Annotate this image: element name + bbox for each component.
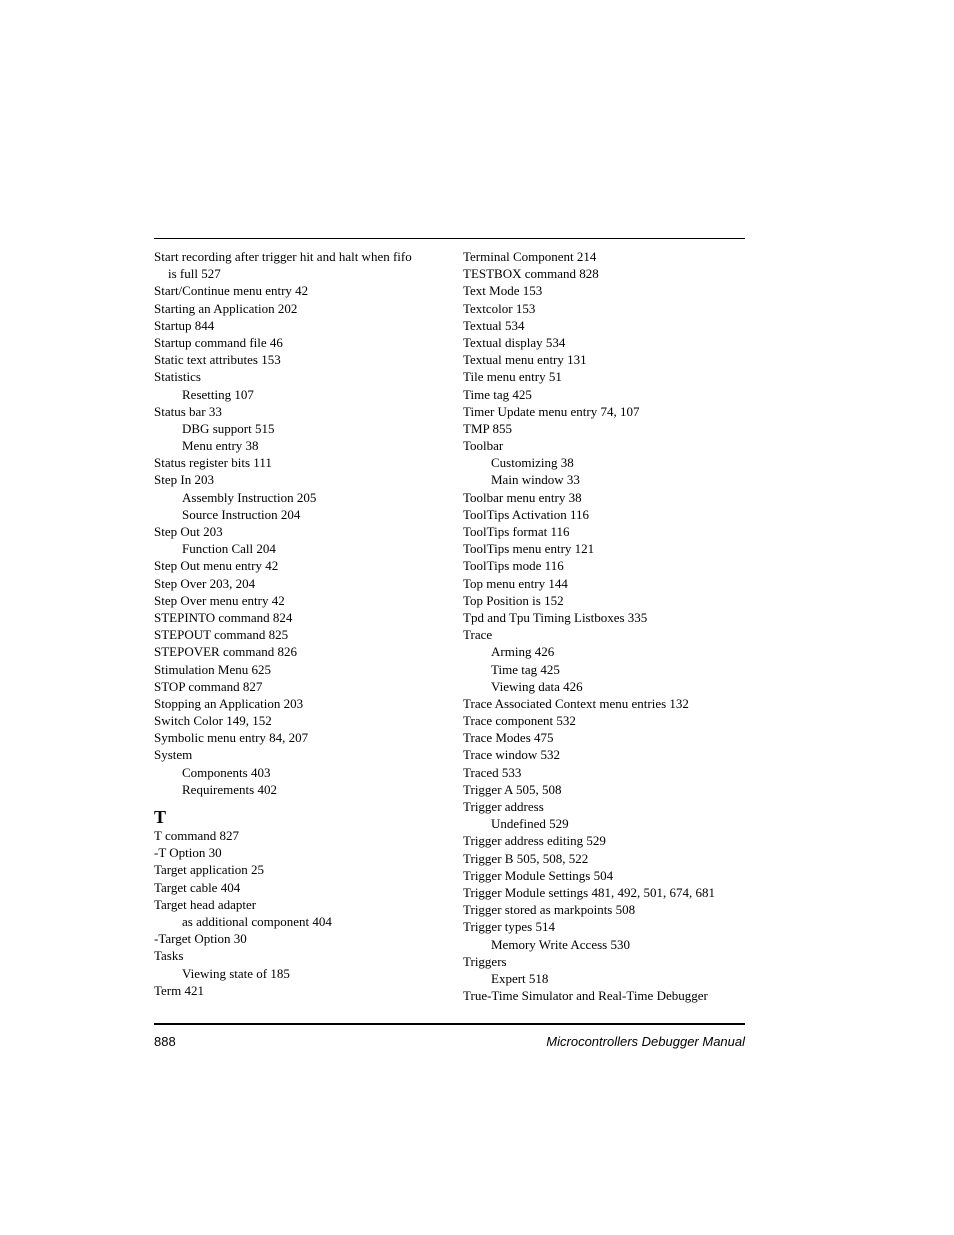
index-entry: Startup 844 xyxy=(154,317,215,333)
index-column-right xyxy=(463,248,753,1004)
index-entry: Status register bits 111 xyxy=(154,455,272,471)
index-entry: STOP command 827 xyxy=(154,678,263,694)
index-entry: TESTBOX command 828 xyxy=(463,266,599,282)
index-entry: ToolTips format 116 xyxy=(463,524,570,539)
index-entry: Static text attributes 153 xyxy=(154,352,281,368)
index-subentry: Arming 426 xyxy=(491,644,555,660)
index-entry: ToolTips menu entry 121 xyxy=(463,541,595,557)
index-entry: Timer Update menu entry 74, 107 xyxy=(463,403,640,419)
index-column-left xyxy=(154,248,444,999)
index-entry: Triggers xyxy=(463,953,507,969)
page-number: 888 xyxy=(154,1034,176,1049)
index-entry: -Target Option 30 xyxy=(154,931,247,947)
index-entry: Step Over 203, 204 xyxy=(154,575,256,591)
bottom-rule xyxy=(154,1023,745,1025)
index-entry: Trigger address xyxy=(463,799,544,814)
index-entry: Text Mode 153 xyxy=(463,283,543,299)
index-entry: Textual 534 xyxy=(463,317,525,333)
index-entry: Tile menu entry 51 xyxy=(463,369,562,385)
index-list-t xyxy=(154,827,444,999)
index-entry: Textual menu entry 131 xyxy=(463,352,587,368)
index-entry: Target head adapter xyxy=(154,896,257,912)
index-entry: Status bar 33 xyxy=(154,403,222,419)
index-subentry: Viewing data 426 xyxy=(491,678,583,694)
index-entry: Step Out 203 xyxy=(154,524,223,539)
index-entry: TMP 855 xyxy=(463,420,512,436)
index-entry: Step Over menu entry 42 xyxy=(154,592,285,608)
index-entry: Start recording after trigger hit and halt when fifo xyxy=(154,249,412,264)
index-entry: Statistics xyxy=(154,369,201,385)
index-subentry: Components 403 xyxy=(182,764,271,780)
index-entry: Start/Continue menu entry 42 xyxy=(154,283,309,299)
top-rule xyxy=(154,238,745,239)
index-subentry: DBG support 515 xyxy=(182,420,275,436)
index-subentry: Menu entry 38 xyxy=(182,438,259,454)
index-entry: Target application 25 xyxy=(154,862,265,878)
index-entry: Trigger stored as markpoints 508 xyxy=(463,902,636,918)
index-entry: Startup command file 46 xyxy=(154,334,283,350)
index-subentry: Viewing state of 185 xyxy=(182,965,290,981)
index-entry: T command 827 xyxy=(154,828,239,843)
index-entry: Trigger address editing 529 xyxy=(463,833,606,849)
index-entry: True-Time Simulator and Real-Time Debugger xyxy=(463,988,708,1004)
index-subentry: Memory Write Access 530 xyxy=(491,936,630,952)
index-entry: STEPOVER command 826 xyxy=(154,644,297,660)
index-list-s xyxy=(154,248,444,798)
index-entry: Switch Color 149, 152 xyxy=(154,713,272,729)
index-subentry: Customizing 38 xyxy=(491,455,574,471)
index-subentry: Expert 518 xyxy=(491,970,549,986)
index-entry: Trigger Module settings 481, 492, 501, 674, 681 xyxy=(463,884,715,900)
index-subentry: Requirements 402 xyxy=(182,781,277,797)
index-entry: Trace xyxy=(463,627,493,643)
index-entry: Textual display 534 xyxy=(463,334,566,350)
index-entry: Target cable 404 xyxy=(154,879,241,895)
section-letter-heading: T xyxy=(154,807,167,827)
index-entry: STEPINTO command 824 xyxy=(154,609,293,625)
index-entry: STEPOUT command 825 xyxy=(154,627,289,643)
index-subentry: Function Call 204 xyxy=(182,541,276,557)
index-entry: Top menu entry 144 xyxy=(463,575,568,591)
index-entry: Trace Modes 475 xyxy=(463,730,554,746)
index-entry: Trace window 532 xyxy=(463,747,561,763)
index-entry: ToolTips mode 116 xyxy=(463,558,564,574)
index-entry: System xyxy=(154,747,193,763)
index-entry: Toolbar xyxy=(463,438,504,454)
index-entry: Tasks xyxy=(154,948,184,964)
index-subentry: Resetting 107 xyxy=(182,386,254,402)
index-entry: Trace component 532 xyxy=(463,713,576,729)
index-entry: Term 421 xyxy=(154,982,204,998)
index-entry: Tpd and Tpu Timing Listboxes 335 xyxy=(463,609,648,625)
index-entry: Traced 533 xyxy=(463,764,522,780)
book-title: Microcontrollers Debugger Manual xyxy=(546,1034,745,1049)
index-entry: -T Option 30 xyxy=(154,845,222,861)
index-entry: Starting an Application 202 xyxy=(154,300,298,316)
index-subentry: Source Instruction 204 xyxy=(182,506,301,522)
index-entry: Top Position is 152 xyxy=(463,592,564,608)
index-subentry: Assembly Instruction 205 xyxy=(182,489,317,505)
index-subentry: Undefined 529 xyxy=(491,816,569,832)
index-entry: Trace Associated Context menu entries 132 xyxy=(463,695,689,711)
index-entry: Step Out menu entry 42 xyxy=(154,558,279,574)
index-entry: ToolTips Activation 116 xyxy=(463,506,589,522)
index-entry: Stopping an Application 203 xyxy=(154,695,304,711)
index-list-t-continued xyxy=(463,248,753,1004)
index-entry: Time tag 425 xyxy=(463,386,532,402)
index-subentry: as additional component 404 xyxy=(182,913,332,929)
index-entry: Textcolor 153 xyxy=(463,300,536,316)
index-entry: Trigger types 514 xyxy=(463,919,555,935)
index-entry: Trigger Module Settings 504 xyxy=(463,867,614,883)
index-entry: Symbolic menu entry 84, 207 xyxy=(154,730,309,746)
index-subentry: Main window 33 xyxy=(491,472,580,488)
index-entry: is full 527 xyxy=(168,266,221,282)
index-entry: Stimulation Menu 625 xyxy=(154,661,271,677)
index-entry: Trigger A 505, 508 xyxy=(463,781,562,797)
index-entry: Terminal Component 214 xyxy=(463,249,597,264)
index-entry: Trigger B 505, 508, 522 xyxy=(463,850,589,866)
index-entry: Toolbar menu entry 38 xyxy=(463,489,582,505)
index-entry: Step In 203 xyxy=(154,472,214,488)
index-subentry: Time tag 425 xyxy=(491,661,560,677)
